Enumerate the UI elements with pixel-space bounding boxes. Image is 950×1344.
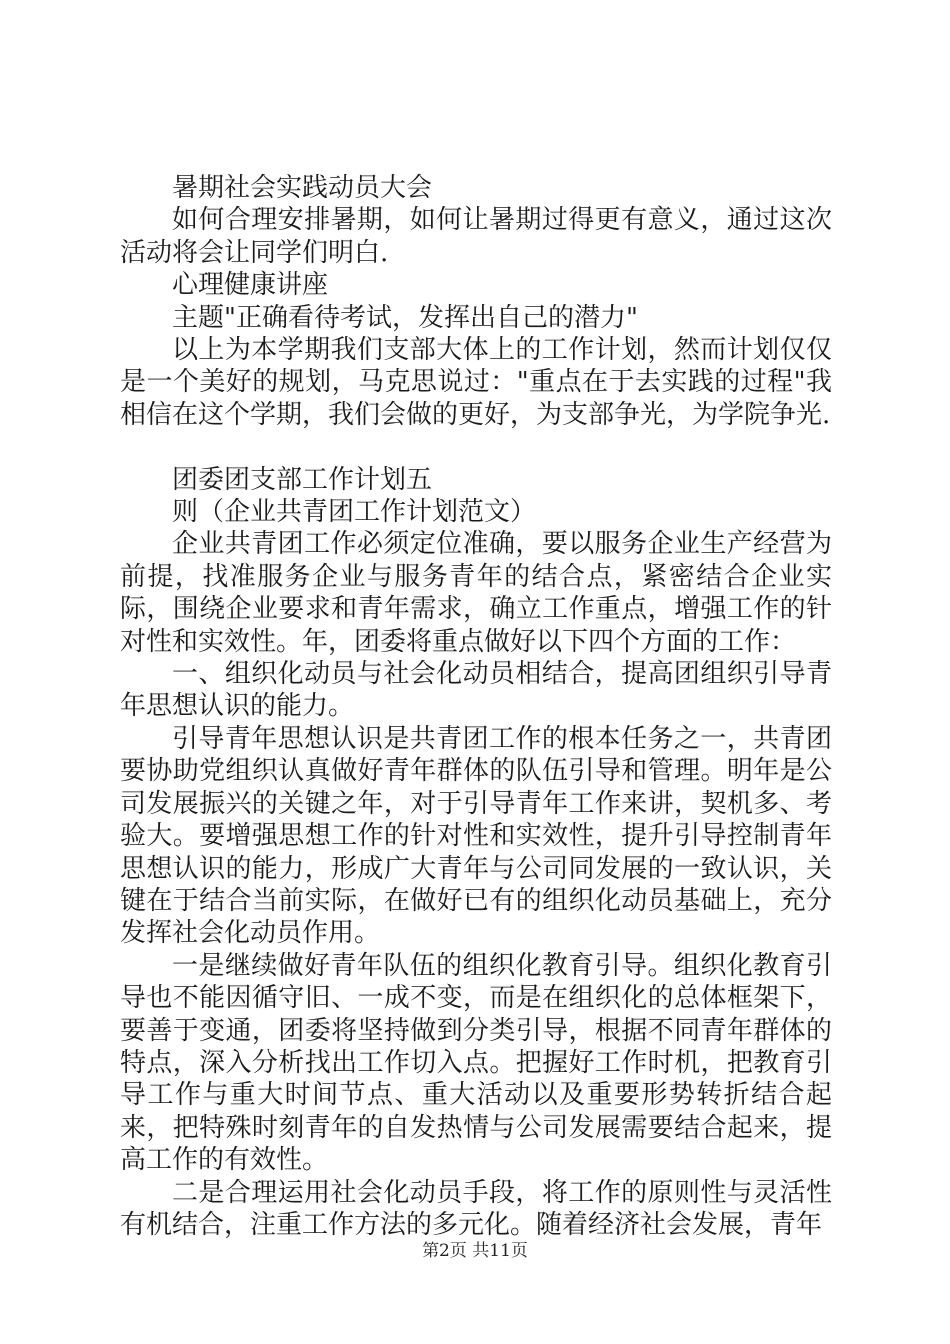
paragraph-plan-summary: 以上为本学期我们支部大体上的工作计划，然而计划仅仅是一个美好的规划，马克思说过："重点在于去实践的过程"我相信在这个学期，我们会做的更好，为支部争光，为学院争光. [120, 335, 832, 430]
paragraph-intro: 企业共青团工作必须定位准确，要以服务企业生产经营为前提，找准服务企业与服务青年的结合点，紧密结合企业实际，围绕企业要求和青年需求，确立工作重点，增强工作的针对性和实效性。年，团委将重点做好以下四个方面的工作： [120, 529, 832, 657]
paragraph-heading-one: 一、组织化动员与社会化动员相结合，提高团组织引导青年思想认识的能力。 [120, 659, 832, 722]
paragraph-guidance: 引导青年思想认识是共青团工作的根本任务之一，共青团要协助党组织认真做好青年群体的队伍引导和管理。明年是公司发展振兴的关键之年，对于引导青年工作来讲，契机多、考验大。要增强思想工作的针对性和实效性，提升引导控制青年思想认识的能力，形成广大青年与公司同发展的一致认识，关键在于结合当前实际，在做好已有的组织化动员基础上，充分发挥社会化动员作用。 [120, 723, 832, 949]
paragraph-point-two: 二是合理运用社会化动员手段，将工作的原则性与灵活性有机结合，注重工作方法的多元化。随着经济社会发展，青年 [120, 1177, 832, 1240]
paragraph-summer-meeting: 暑期社会实践动员大会 [172, 173, 433, 203]
paragraph-health-lecture: 心理健康讲座 [172, 270, 329, 301]
paragraph-summer-purpose: 如何合理安排暑期，如何让暑期过得更有意义，通过这次活动将会让同学们明白. [120, 205, 832, 268]
paragraph-point-one: 一是继续做好青年队伍的组织化教育引导。组织化教育引导也不能因循守旧、一成不变，而是在组织化的总体框架下，要善于变通，团委将坚持做到分类引导，根据不同青年群体的特点，深入分析找出工作切入点。把握好工作时机，把教育引导工作与重大时间节点、重大活动以及重要形势转折结合起来，把特殊时刻青年的自发热情与公司发展需要结合起来，提高工作的有效性。 [120, 950, 832, 1176]
section-title: 团委团支部工作计划五 [172, 464, 433, 495]
section-subtitle: 则（企业共青团工作计划范文） [172, 497, 537, 528]
page-footer: 第2页 共11页 [422, 1241, 528, 1261]
paragraph-lecture-theme: 主题"正确看待考试，发挥出自己的潜力" [172, 302, 638, 333]
document-body [120, 172, 832, 1241]
